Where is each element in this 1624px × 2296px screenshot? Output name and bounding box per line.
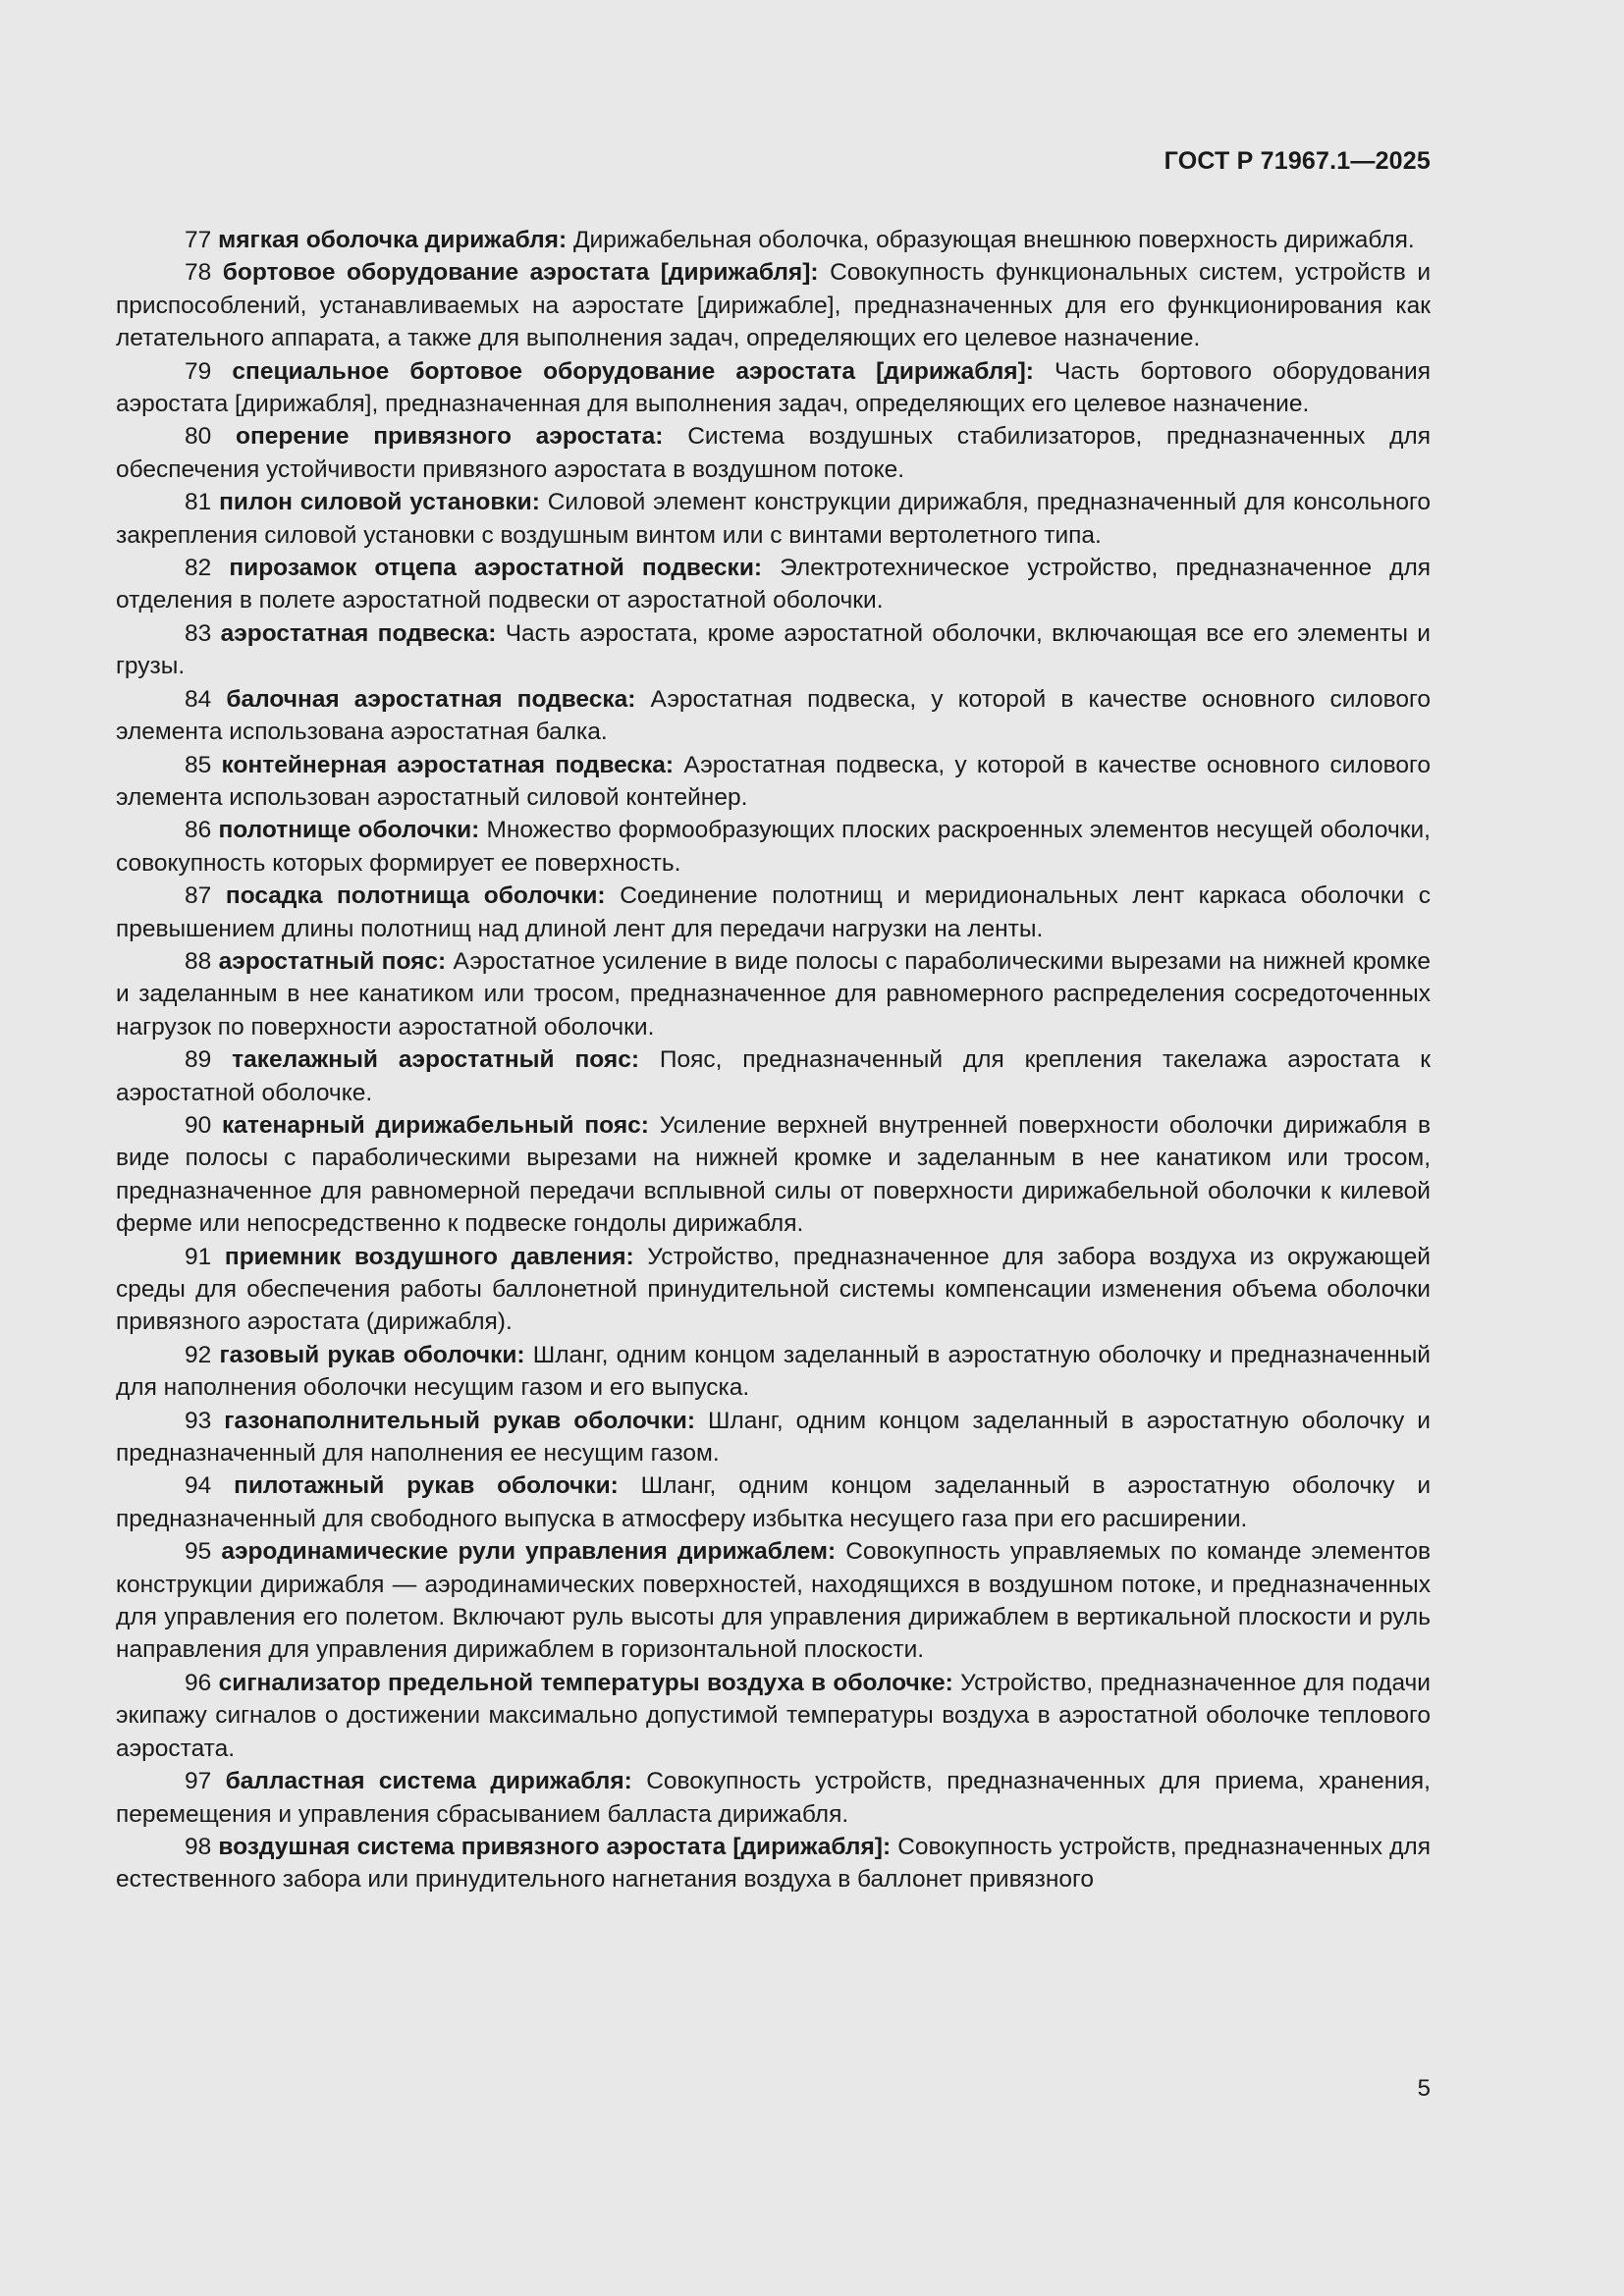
definition-entry bbox=[116, 1109, 1431, 1241]
definition-entry bbox=[116, 1831, 1431, 1896]
entry-term: газонаполнительный рукав оболочки: bbox=[224, 1407, 695, 1434]
definition-entry bbox=[116, 256, 1431, 354]
definition-entry bbox=[116, 552, 1431, 617]
entry-number: 79 bbox=[185, 357, 212, 385]
entry-number: 94 bbox=[185, 1472, 212, 1500]
entry-term: аэростатная подвеска: bbox=[220, 619, 497, 647]
entry-definition: Часть бортового оборудования аэростата [дирижабля], предназначенная для выполнения задач, определяющих его целевое назначение. bbox=[116, 357, 1432, 418]
page-number: 5 bbox=[1417, 2075, 1431, 2102]
definition-entry bbox=[116, 683, 1431, 749]
entry-definition: Шланг, одним концом заделанный в аэростатную оболочку и предназначенный для наполнения оболочки несущим газом и его выпуска. bbox=[116, 1341, 1431, 1402]
entry-number: 83 bbox=[185, 619, 212, 647]
entry-definition: Шланг, одним концом заделанный в аэростатную оболочку и предназначенный для наполнения ее несущим газом. bbox=[116, 1407, 1431, 1468]
entry-definition: Часть аэростата, кроме аэростатной оболочки, включающая все его элементы и грузы. bbox=[116, 619, 1431, 680]
definition-entry bbox=[116, 1405, 1431, 1470]
definition-entry bbox=[116, 617, 1431, 683]
entry-number: 91 bbox=[185, 1243, 212, 1270]
definition-entry bbox=[116, 486, 1431, 552]
entry-definition: Совокупность устройств, предназначенных для естественного забора или принудительного нагнетания воздуха в баллонет привязного bbox=[116, 1833, 1431, 1894]
entry-number: 80 bbox=[185, 423, 212, 451]
entry-term: контейнерная аэростатная подвеска: bbox=[221, 751, 675, 778]
entry-number: 81 bbox=[185, 489, 212, 516]
entry-definition: Совокупность устройств, предназначенных для приема, хранения, перемещения и управления сбрасыванием балласта дирижабля. bbox=[116, 1768, 1431, 1828]
entry-definition: Силовой элемент конструкции дирижабля, предназначенный для консольного закрепления силовой установки с воздушным винтом или с винтами вертолетного типа. bbox=[116, 489, 1432, 549]
entry-definition: Электротехническое устройство, предназначенное для отделения в полете аэростатной подвески от аэростатной оболочки. bbox=[116, 555, 1432, 614]
definition-entry bbox=[116, 1535, 1431, 1667]
entry-number: 77 bbox=[185, 227, 212, 253]
entry-definition: Шланг, одним концом заделанный в аэростатную оболочку и предназначенный для свободного выпуска в атмосферу избытка несущего газа при его расширении. bbox=[116, 1472, 1432, 1532]
entry-term: специальное бортовое оборудование аэростата [дирижабля]: bbox=[232, 357, 1034, 385]
entry-number: 98 bbox=[185, 1833, 212, 1860]
entry-term: балочная аэростатная подвеска: bbox=[226, 685, 636, 713]
definition-entry bbox=[116, 355, 1431, 421]
entry-number: 84 bbox=[185, 685, 212, 713]
entry-definition: Соединение полотнищ и меридиональных лент каркаса оболочки с превышением длины полотнищ над длиной лент для передачи нагрузки на ленты. bbox=[116, 882, 1432, 942]
definition-entry bbox=[116, 1667, 1431, 1765]
entry-number: 87 bbox=[185, 882, 212, 910]
entry-term: такелажный аэростатный пояс: bbox=[232, 1046, 639, 1074]
definition-entry bbox=[116, 945, 1431, 1043]
entry-term: балластная система дирижабля: bbox=[225, 1768, 632, 1795]
entry-definition: Аэростатная подвеска, у которой в качестве основного силового элемента использован аэростатный силовой контейнер. bbox=[116, 751, 1431, 811]
entry-term: полотнище оболочки: bbox=[218, 817, 480, 844]
entry-number: 90 bbox=[185, 1111, 212, 1139]
entry-definition: Совокупность функциональных систем, устройств и приспособлений, устанавливаемых на аэростате [дирижабле], предназначенных для его функционирования как летательного аппарата, а также для выполнения задач, определяющих его целевое назначение. bbox=[116, 259, 1432, 352]
definition-entry bbox=[116, 880, 1431, 945]
entry-definition: Усиление верхней внутренней поверхности оболочки дирижабля в виде полосы с параболическими вырезами на нижней кромке и заделанным в нее канатиком или тросом, предназначенное для равномерной передачи всплывной силы от поверхности дирижабельной оболочки к килевой ферме или непосредственно к подвеске гондолы дирижабля. bbox=[116, 1111, 1431, 1238]
entry-number: 89 bbox=[185, 1046, 212, 1074]
entry-term: пирозамок отцепа аэростатной подвески: bbox=[229, 555, 763, 582]
entry-term: сигнализатор предельной температуры воздуха в оболочке: bbox=[218, 1669, 953, 1696]
entry-number: 97 bbox=[185, 1768, 212, 1795]
entry-term: катенарный дирижабельный пояс: bbox=[222, 1111, 649, 1139]
entry-definition: Аэростатное усиление в виде полосы с параболическими вырезами на нижней кромке и заделанным в нее канатиком или тросом, предназначенное для равномерного распределения сосредоточенных нагрузок по поверхности аэростатной оболочки. bbox=[116, 947, 1432, 1041]
definition-entry bbox=[116, 420, 1431, 486]
entry-definition: Система воздушных стабилизаторов, предназначенных для обеспечения устойчивости привязного аэростата в воздушном потоке. bbox=[116, 423, 1431, 483]
entry-term: посадка полотнища оболочки: bbox=[225, 882, 606, 910]
definition-entry bbox=[116, 749, 1431, 815]
entry-definition: Совокупность управляемых по команде элементов конструкции дирижабля — аэродинамических поверхностей, находящихся в воздушном потоке, и предназначенных для управления его полетом. Включают руль высоты для управления дирижаблем в вертикальной плоскости и руль направления для управления дирижаблем в горизонтальной плоскости. bbox=[116, 1538, 1431, 1664]
definition-entry bbox=[116, 1241, 1431, 1339]
entry-term: воздушная система привязного аэростата [дирижабля]: bbox=[218, 1833, 892, 1860]
definition-entry bbox=[116, 224, 1431, 256]
entry-number: 78 bbox=[185, 259, 212, 287]
entry-term: оперение привязного аэростата: bbox=[236, 423, 664, 451]
definition-entry bbox=[116, 814, 1431, 880]
entry-term: аэростатный пояс: bbox=[218, 947, 447, 975]
entry-definition: Аэростатная подвеска, у которой в качестве основного силового элемента использована аэростатная балка. bbox=[116, 685, 1432, 746]
entry-number: 95 bbox=[185, 1538, 212, 1566]
entry-term: бортовое оборудование аэростата [дирижабля]: bbox=[222, 259, 819, 287]
entry-number: 82 bbox=[185, 555, 212, 582]
document-body bbox=[116, 224, 1431, 1896]
definition-entry bbox=[116, 1339, 1431, 1405]
entry-number: 96 bbox=[185, 1669, 212, 1696]
entry-term: газовый рукав оболочки: bbox=[219, 1341, 525, 1368]
entry-term: аэродинамические рули управления дирижаблем: bbox=[221, 1538, 837, 1566]
entry-term: приемник воздушного давления: bbox=[224, 1243, 634, 1270]
entry-number: 93 bbox=[185, 1407, 212, 1434]
entry-number: 92 bbox=[185, 1341, 212, 1368]
definition-entry bbox=[116, 1043, 1431, 1109]
entry-definition: Устройство, предназначенное для забора воздуха из окружающей среды для обеспечения работы баллонетной принудительной системы компенсации изменения объема оболочки привязного аэростата (дирижабля). bbox=[116, 1243, 1431, 1336]
definition-entry bbox=[116, 1469, 1431, 1535]
entry-definition: Множество формообразующих плоских раскроенных элементов несущей оболочки, совокупность которых формирует ее поверхность. bbox=[116, 817, 1431, 877]
entry-term: пилотажный рукав оболочки: bbox=[234, 1472, 619, 1500]
entry-number: 86 bbox=[185, 817, 212, 844]
entry-definition: Дирижабельная оболочка, образующая внешнюю поверхность дирижабля. bbox=[572, 227, 1415, 253]
entry-definition: Пояс, предназначенный для крепления такелажа аэростата к аэростатной оболочке. bbox=[116, 1046, 1432, 1106]
entry-number: 85 bbox=[185, 751, 212, 778]
entry-term: мягкая оболочка дирижабля: bbox=[218, 227, 568, 253]
entry-definition: Устройство, предназначенное для подачи экипажу сигналов о достижении максимально допустимой температуры воздуха в аэростатной оболочке теплового аэростата. bbox=[116, 1669, 1431, 1762]
entry-number: 88 bbox=[185, 947, 212, 975]
document-header: ГОСТ Р 71967.1—2025 bbox=[1164, 147, 1431, 175]
definition-entry bbox=[116, 1765, 1431, 1831]
entry-term: пилон силовой установки: bbox=[219, 489, 540, 516]
